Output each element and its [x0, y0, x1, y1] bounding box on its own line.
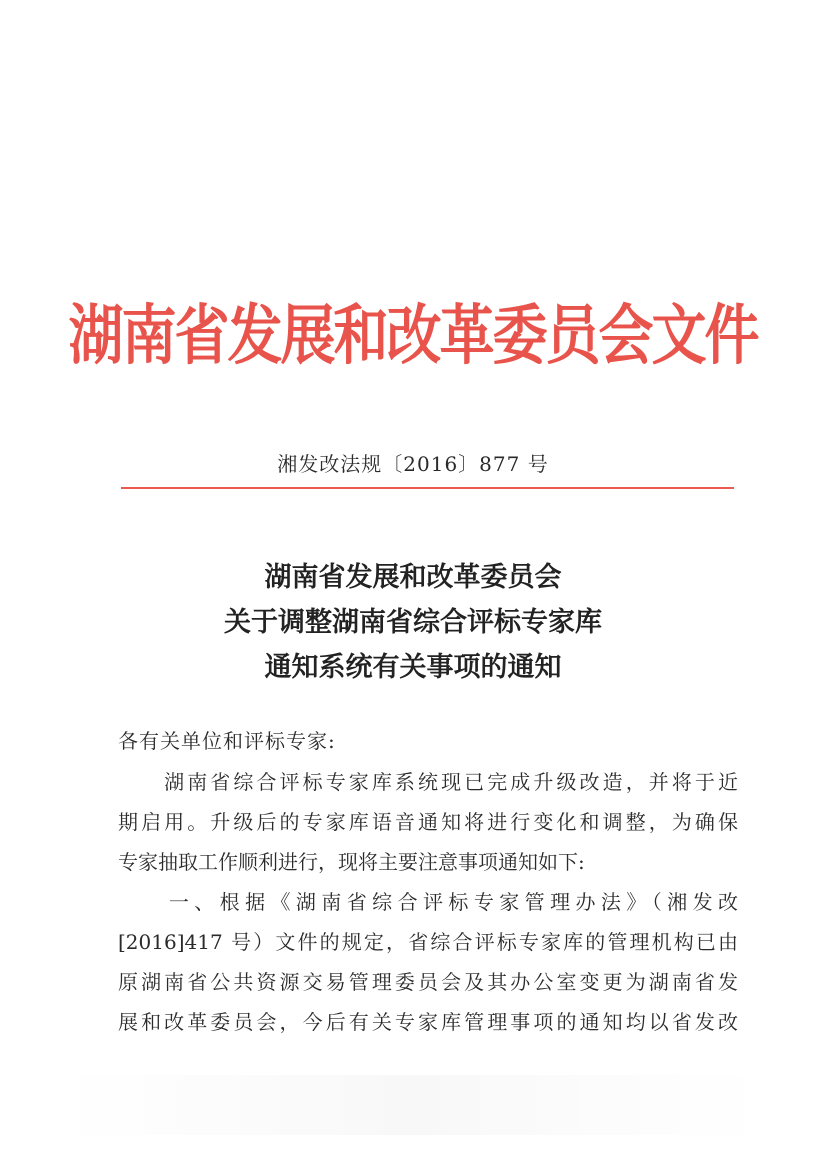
document-number: 湘发改法规〔2016〕877 号 — [277, 452, 549, 476]
paragraph-2-line-3: 原湖南省公共资源交易管理委员会及其办公室变更为湖南省发 — [118, 970, 738, 994]
notice-title-line-3: 通知系统有关事项的通知 — [264, 652, 562, 683]
paragraph-1-line-2: 期启用。升级后的专家库语音通知将进行变化和调整，为确保 — [118, 810, 738, 834]
paragraph-2-line-2: [2016]417 号）文件的规定，省综合评标专家库的管理机构已由 — [118, 930, 738, 954]
paragraph-2-line-1: 一、根据《湖南省综合评标专家管理办法》（湘发改 — [118, 890, 738, 914]
scan-shadow — [60, 1075, 760, 1135]
red-divider-line — [121, 487, 734, 489]
paragraph-2-line-4: 展和改革委员会，今后有关专家库管理事项的通知均以省发改 — [118, 1010, 738, 1034]
notice-title-line-1: 湖南省发展和改革委员会 — [264, 562, 562, 593]
salutation: 各有关单位和评标专家: — [118, 729, 336, 753]
paragraph-1 — [118, 762, 738, 882]
notice-body — [118, 720, 738, 1042]
paragraph-1-line-3: 专家抽取工作顺利进行，现将主要注意事项通知如下: — [118, 850, 585, 874]
notice-title — [0, 555, 826, 690]
letterhead-title: 湖南省发展和改革委员会文件 — [68, 297, 758, 373]
paragraph-1-line-1: 湖南省综合评标专家库系统现已完成升级改造，并将于近 — [118, 770, 738, 794]
notice-title-line-2: 关于调整湖南省综合评标专家库 — [224, 607, 602, 638]
paragraph-2 — [118, 882, 738, 1042]
